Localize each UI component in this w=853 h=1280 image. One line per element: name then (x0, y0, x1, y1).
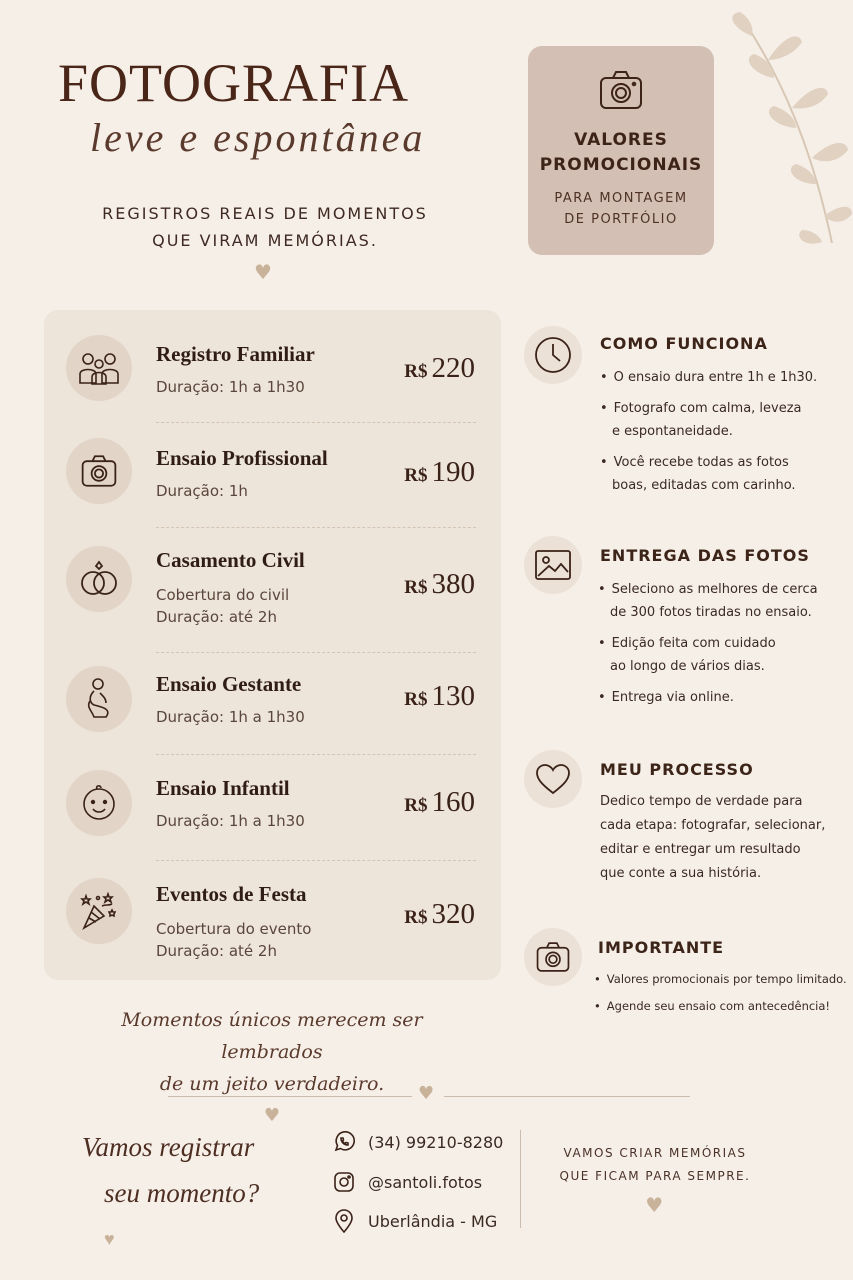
promo-note-line: PARA MONTAGEM (554, 191, 688, 206)
how-it-works-list (600, 366, 817, 505)
heart-icon: ♥ (263, 1105, 281, 1126)
process-text-line: editar e entregar um resultado (600, 842, 801, 857)
location-text: Uberlândia - MG (368, 1211, 498, 1231)
price-value: 190 (431, 456, 475, 488)
service-duration: Duração: 1h a 1h30 (156, 378, 305, 396)
list-item-text: Entrega via online. (611, 690, 734, 705)
service-name: Ensaio Profissional (156, 446, 328, 470)
service-name: Eventos de Festa (156, 882, 307, 906)
price-value: 320 (431, 898, 475, 930)
important-list (594, 968, 847, 1026)
heart-icon: ♥ (104, 1229, 115, 1249)
instagram-handle[interactable]: @santoli.fotos (368, 1172, 483, 1192)
list-item-text: e espontaneidade. (612, 424, 733, 439)
list-item (598, 578, 818, 624)
list-item (594, 968, 847, 991)
service-price (404, 568, 475, 601)
camera-icon (597, 68, 645, 112)
cta-line: Vamos registrar (82, 1132, 255, 1162)
process-section (520, 750, 850, 900)
closing-line: QUE FICAM PARA SEMPRE. (559, 1169, 751, 1183)
service-duration: Duração: 1h a 1h30 (156, 812, 305, 830)
price-value: 160 (431, 786, 475, 818)
tagline (60, 200, 470, 254)
important-section (520, 928, 850, 1028)
promo-title-line: PROMOCIONAIS (539, 155, 703, 175)
list-item (600, 366, 817, 389)
heart-icon (524, 750, 582, 808)
baby-icon (66, 770, 132, 836)
party-popper-icon (66, 878, 132, 944)
delivery-section (520, 536, 850, 726)
service-duration: Duração: até 2h (156, 608, 277, 626)
heart-icon: ♥ (645, 1193, 665, 1217)
heart-icon: ♥ (418, 1083, 435, 1104)
service-name: Ensaio Infantil (156, 776, 290, 800)
family-icon (66, 335, 132, 401)
page-title: FOTOGRAFIA (58, 53, 410, 113)
camera-icon (66, 438, 132, 504)
service-duration: Duração: até 2h (156, 942, 277, 960)
call-to-action (82, 1124, 259, 1262)
service-coverage: Cobertura do civil (156, 586, 290, 604)
location-pin-icon (332, 1208, 356, 1234)
service-price (404, 786, 475, 819)
process-text-line: cada etapa: fotografar, selecionar, (600, 818, 826, 833)
price-value: 130 (431, 680, 475, 712)
instagram-contact[interactable] (332, 1170, 482, 1194)
list-item-text: Seleciono as melhores de cerca (611, 582, 818, 597)
list-item-text: Agende seu ensaio com antecedência! (606, 999, 831, 1013)
price-currency: R$ (404, 577, 428, 598)
process-text (600, 790, 840, 886)
list-item-text: Valores promocionais por tempo limitado. (606, 972, 847, 986)
service-name: Casamento Civil (156, 548, 305, 572)
price-value: 380 (431, 568, 475, 600)
divider (444, 1096, 690, 1097)
camera-icon (524, 928, 582, 986)
list-item-text: Você recebe todas as fotos (613, 455, 789, 470)
list-item (600, 451, 817, 497)
pregnant-icon (66, 666, 132, 732)
quote (72, 1004, 472, 1132)
phone-contact[interactable] (332, 1130, 503, 1154)
list-item (600, 397, 817, 443)
promo-title-line: VALORES (574, 130, 668, 150)
quote-line-wrap (72, 1068, 472, 1132)
section-heading: MEU PROCESSO (600, 760, 754, 779)
tagline-line: QUE VIRAM MEMÓRIAS. (152, 231, 378, 250)
price-currency: R$ (404, 361, 428, 382)
list-item (598, 686, 818, 709)
how-it-works-section (520, 326, 850, 516)
list-item-text: ao longo de vários dias. (610, 659, 765, 674)
location-contact (332, 1208, 497, 1234)
service-price (404, 680, 475, 713)
service-price (404, 352, 475, 385)
list-item (594, 995, 847, 1018)
promo-title (528, 128, 714, 178)
price-currency: R$ (404, 907, 428, 928)
divider (156, 422, 476, 423)
section-heading: ENTREGA DAS FOTOS (600, 546, 810, 565)
leaf-branch-decoration (722, 8, 853, 248)
promo-note (528, 188, 714, 230)
cta-line: seu momento? (104, 1178, 260, 1208)
promo-note-line: DE PORTFÓLIO (564, 212, 678, 227)
image-icon (524, 536, 582, 594)
services-panel (44, 310, 501, 980)
section-heading: COMO FUNCIONA (600, 334, 768, 353)
divider (168, 1096, 412, 1097)
list-item-text: O ensaio dura entre 1h e 1h30. (613, 370, 818, 385)
closing-line: VAMOS CRIAR MEMÓRIAS (563, 1146, 747, 1160)
service-name: Ensaio Gestante (156, 672, 302, 696)
divider (156, 652, 476, 653)
phone-number[interactable]: (34) 99210-8280 (368, 1132, 504, 1152)
whatsapp-icon (332, 1130, 356, 1154)
list-item-text: Fotografo com calma, leveza (613, 401, 802, 416)
list-item-text: Edição feita com cuidado (611, 636, 776, 651)
price-currency: R$ (404, 465, 428, 486)
vertical-divider (520, 1130, 521, 1228)
service-duration: Duração: 1h a 1h30 (156, 708, 305, 726)
list-item-text: de 300 fotos tiradas no ensaio. (610, 605, 812, 620)
process-text-line: que conte a sua história. (600, 866, 762, 881)
divider (156, 860, 476, 861)
service-name: Registro Familiar (156, 342, 315, 366)
price-currency: R$ (404, 689, 428, 710)
list-item (598, 632, 818, 678)
rings-icon (66, 546, 132, 612)
closing-message (548, 1142, 762, 1217)
price-currency: R$ (404, 795, 428, 816)
instagram-icon (332, 1170, 356, 1194)
section-heading: IMPORTANTE (598, 938, 725, 957)
clock-icon (524, 326, 582, 384)
process-text-line: Dedico tempo de verdade para (600, 794, 803, 809)
promo-badge (528, 46, 714, 255)
delivery-list (598, 578, 818, 717)
divider (156, 527, 476, 528)
list-item-text: boas, editadas com carinho. (612, 478, 796, 493)
service-coverage: Cobertura do evento (156, 920, 312, 938)
quote-line: Momentos únicos merecem ser lembrados (121, 1009, 423, 1063)
heart-icon: ♥ (254, 260, 272, 284)
divider (156, 754, 476, 755)
tagline-line: REGISTROS REAIS DE MOMENTOS (102, 204, 428, 223)
service-price (404, 456, 475, 489)
quote-line: de um jeito verdadeiro. (159, 1073, 385, 1095)
price-value: 220 (431, 352, 475, 384)
cta-line-wrap (82, 1170, 259, 1262)
service-duration: Duração: 1h (156, 482, 248, 500)
page-subtitle: leve e espontânea (90, 115, 426, 160)
service-price (404, 898, 475, 931)
